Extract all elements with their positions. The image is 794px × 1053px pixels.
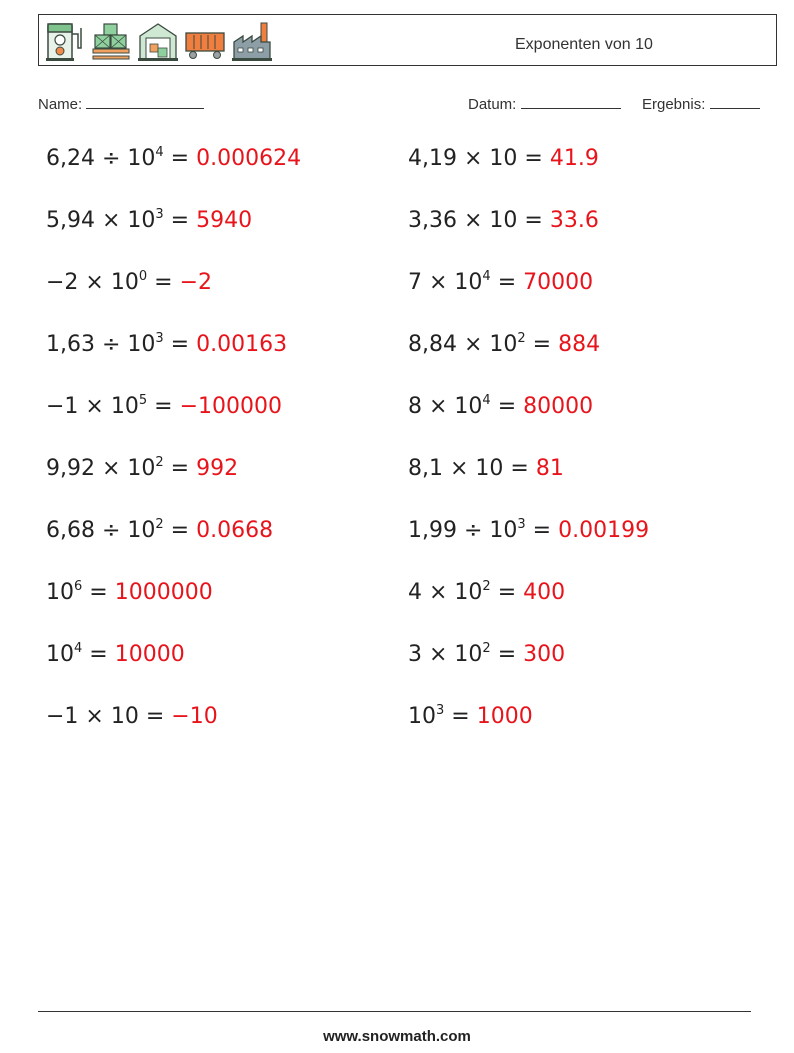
problem-answer: 300: [523, 642, 566, 667]
problem-expression: 4 × 10: [408, 580, 483, 605]
problem-exponent: 2: [482, 579, 491, 594]
problem-expression: 10: [46, 642, 74, 667]
name-label: Name:: [38, 96, 83, 113]
equals-sign: =: [82, 642, 108, 667]
problem-answer: 41.9: [549, 146, 599, 171]
equals-sign: =: [525, 518, 552, 543]
result-blank[interactable]: [710, 94, 760, 109]
pallet-boxes-icon: [90, 20, 132, 62]
problem-answer: 884: [558, 332, 601, 357]
problem-answer: 10000: [114, 642, 185, 667]
problem-answer: 0.000624: [196, 146, 302, 171]
problem-expression: 10: [408, 704, 436, 729]
problem-answer: 80000: [523, 394, 594, 419]
problem-expression: 4,19 × 10: [408, 146, 518, 171]
problem-expression: 3 × 10: [408, 642, 483, 667]
date-label: Datum:: [468, 96, 517, 113]
problem-exponent: 3: [436, 703, 445, 718]
problem-item: [46, 518, 273, 543]
equals-sign: =: [490, 270, 517, 295]
problem-item: [46, 704, 218, 729]
problem-item: [408, 642, 565, 667]
problem-expression: 7 × 10: [408, 270, 483, 295]
equals-sign: =: [147, 394, 173, 419]
name-field[interactable]: [38, 94, 204, 113]
problem-item: [46, 580, 213, 605]
problem-exponent: 4: [74, 641, 83, 656]
problem-exponent: 5: [138, 393, 148, 408]
equals-sign: =: [525, 332, 552, 357]
problem-expression: 1,63 ÷ 10: [46, 332, 156, 357]
footer-website: www.snowmath.com: [323, 1028, 471, 1045]
problem-expression: 5,94 × 10: [46, 208, 156, 233]
problem-exponent: 3: [155, 207, 164, 222]
problem-answer: 0.00163: [196, 332, 288, 357]
problem-exponent: 2: [517, 331, 526, 346]
worksheet-title: Exponenten von 10: [515, 36, 653, 53]
problem-exponent: 4: [155, 145, 164, 160]
problem-item: [408, 456, 564, 481]
problem-item: [46, 456, 238, 481]
problem-answer: −2: [179, 270, 213, 295]
equals-sign: =: [490, 580, 517, 605]
equals-sign: =: [517, 146, 543, 171]
equals-sign: =: [163, 456, 190, 481]
problem-item: [46, 642, 185, 667]
problem-exponent: 2: [482, 641, 491, 656]
problem-answer: 992: [196, 456, 239, 481]
problem-expression: 8,84 × 10: [408, 332, 518, 357]
equals-sign: =: [82, 580, 108, 605]
equals-sign: =: [490, 642, 517, 667]
problem-answer: −10: [171, 704, 218, 729]
problem-exponent: 3: [155, 331, 164, 346]
footer-divider: [38, 1011, 751, 1012]
equals-sign: =: [163, 208, 190, 233]
problem-item: [408, 208, 599, 233]
problem-expression: 6,24 ÷ 10: [46, 146, 156, 171]
problem-item: [408, 270, 593, 295]
equals-sign: =: [444, 704, 470, 729]
problem-item: [46, 270, 212, 295]
result-field[interactable]: [642, 94, 760, 113]
problem-item: [46, 394, 282, 419]
problem-answer: 70000: [523, 270, 594, 295]
problem-answer: 1000000: [114, 580, 213, 605]
problem-item: [46, 208, 252, 233]
problem-answer: −100000: [179, 394, 282, 419]
problem-expression: −1 × 10: [46, 394, 139, 419]
freight-wagon-icon: [184, 20, 226, 62]
problem-answer: 81: [535, 456, 564, 481]
problem-item: [46, 332, 287, 357]
problem-item: [46, 146, 301, 171]
problem-expression: −2 × 10: [46, 270, 139, 295]
problem-exponent: 6: [74, 579, 83, 594]
problem-exponent: 4: [482, 269, 491, 284]
warehouse-icon: [137, 20, 179, 62]
worksheet-header: [38, 14, 777, 66]
problem-item: [408, 332, 600, 357]
problem-expression: 1,99 ÷ 10: [408, 518, 518, 543]
problem-item: [408, 580, 565, 605]
equals-sign: =: [163, 146, 190, 171]
equals-sign: =: [490, 394, 517, 419]
problem-expression: 9,92 × 10: [46, 456, 156, 481]
problem-exponent: 2: [155, 455, 164, 470]
problem-item: [408, 146, 599, 171]
problem-exponent: 4: [482, 393, 491, 408]
problem-answer: 400: [523, 580, 566, 605]
equals-sign: =: [147, 270, 173, 295]
result-label: Ergebnis:: [642, 96, 706, 113]
date-field[interactable]: [468, 94, 621, 113]
problem-answer: 1000: [476, 704, 533, 729]
equals-sign: =: [163, 332, 190, 357]
problem-exponent: 0: [138, 269, 148, 284]
name-blank[interactable]: [86, 94, 204, 109]
problem-item: [408, 518, 649, 543]
problem-item: [408, 704, 533, 729]
date-blank[interactable]: [521, 94, 621, 109]
equals-sign: =: [138, 704, 165, 729]
problem-answer: 5940: [196, 208, 253, 233]
equals-sign: =: [163, 518, 190, 543]
problem-answer: 0.0668: [196, 518, 274, 543]
problem-answer: 0.00199: [558, 518, 650, 543]
problem-expression: 6,68 ÷ 10: [46, 518, 156, 543]
problem-exponent: 2: [155, 517, 164, 532]
problem-item: [408, 394, 593, 419]
equals-sign: =: [517, 208, 543, 233]
problem-expression: 8 × 10: [408, 394, 483, 419]
problem-expression: 10: [46, 580, 74, 605]
problem-expression: −1 × 10: [46, 704, 139, 729]
problem-expression: 8,1 × 10: [408, 456, 504, 481]
fuel-pump-icon: [45, 20, 85, 62]
header-icons: [45, 20, 273, 62]
problem-expression: 3,36 × 10: [408, 208, 518, 233]
equals-sign: =: [503, 456, 529, 481]
problem-answer: 33.6: [549, 208, 599, 233]
problem-exponent: 3: [517, 517, 526, 532]
factory-icon: [231, 20, 273, 62]
